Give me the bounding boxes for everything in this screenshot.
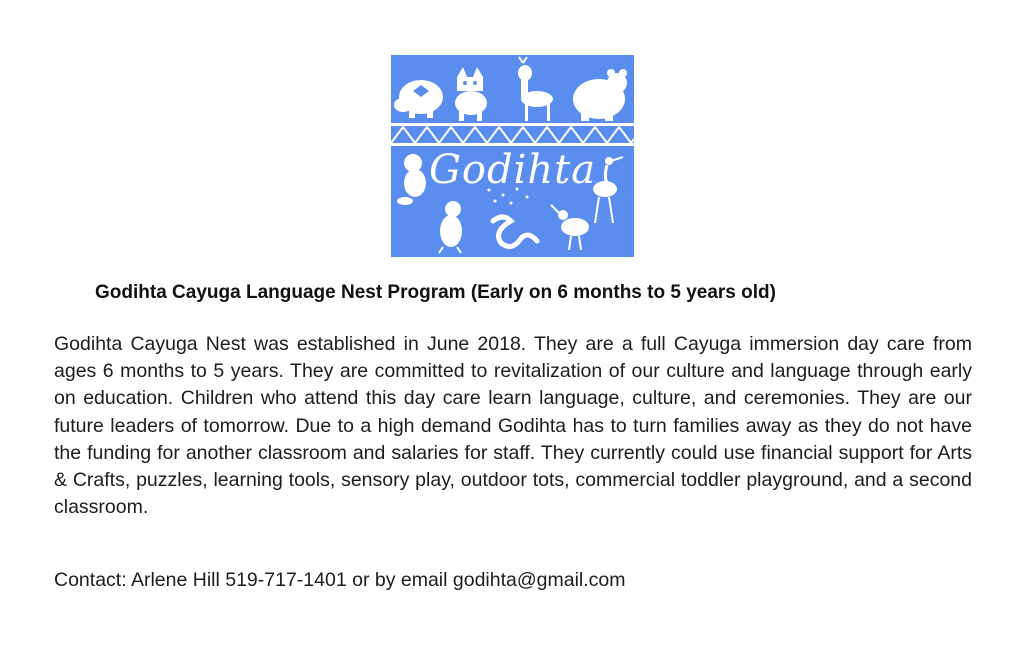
godihta-logo — [391, 55, 634, 257]
turtle-icon — [394, 80, 443, 118]
bear-icon — [573, 69, 627, 121]
program-title: Godihta Cayuga Language Nest Program (Early on 6 months to 5 years old) — [95, 282, 776, 303]
deer-icon — [518, 57, 553, 121]
eagle-icon — [439, 201, 462, 253]
decorative-band — [391, 123, 634, 146]
logo-wordmark: Godihta — [428, 147, 597, 193]
wolf-icon — [455, 67, 487, 121]
program-description: Godihta Cayuga Nest was established in June 2018. They are a full Cayuga immersion day care from ages 6 months to 5 years. They are committed to revitalization of our culture and language through early on education. Children who attend this day care learn language, culture, and ceremonies. They are our future leaders of tomorrow. Due to a high demand Godihta has to turn families away as they do not have the funding for another classroom and salaries for staff. They currently could use financial support for Arts & Crafts, puzzles, learning tools, sensory play, outdoor tots, commercial toddler playground, and a second classroom. — [54, 333, 972, 519]
snake-icon — [493, 217, 537, 247]
contact-info: Contact: Arlene Hill 519-717-1401 or by email godihta@gmail.com — [54, 569, 626, 591]
snipe-icon — [551, 205, 589, 250]
